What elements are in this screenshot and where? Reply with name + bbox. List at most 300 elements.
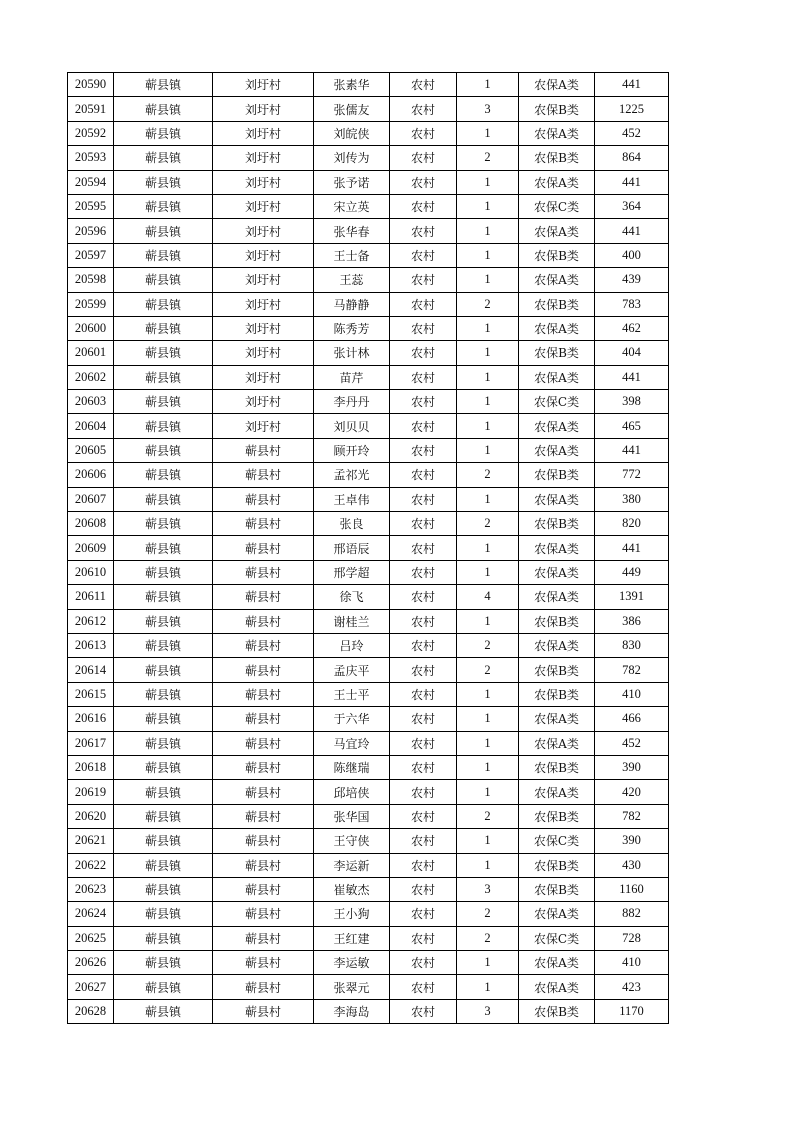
member-count-cell: 1 [457,829,519,853]
household-type-cell: 农村 [390,292,457,316]
household-type-cell: 农村 [390,414,457,438]
town-cell: 蕲县镇 [114,804,213,828]
village-cell: 刘圩村 [213,292,314,316]
person-name-cell: 王红建 [314,926,390,950]
insurance-category-cell: 农保A类 [519,536,595,560]
town-cell: 蕲县镇 [114,121,213,145]
household-type-cell: 农村 [390,926,457,950]
table-row [68,731,669,755]
row-id-cell: 20601 [68,341,114,365]
insurance-category-cell: 农保A类 [519,73,595,97]
table-row [68,146,669,170]
table-row [68,926,669,950]
town-cell: 蕲县镇 [114,560,213,584]
member-count-cell: 1 [457,707,519,731]
household-type-cell: 农村 [390,658,457,682]
member-count-cell: 1 [457,341,519,365]
town-cell: 蕲县镇 [114,609,213,633]
town-cell: 蕲县镇 [114,877,213,901]
table-row [68,341,669,365]
row-id-cell: 20620 [68,804,114,828]
household-type-cell: 农村 [390,365,457,389]
town-cell: 蕲县镇 [114,487,213,511]
household-type-cell: 农村 [390,560,457,584]
person-name-cell: 马静静 [314,292,390,316]
row-id-cell: 20607 [68,487,114,511]
row-id-cell: 20612 [68,609,114,633]
insurance-category-cell: 农保B类 [519,341,595,365]
town-cell: 蕲县镇 [114,731,213,755]
village-cell: 刘圩村 [213,146,314,170]
village-cell: 蕲县村 [213,804,314,828]
household-type-cell: 农村 [390,536,457,560]
member-count-cell: 1 [457,560,519,584]
village-cell: 蕲县村 [213,536,314,560]
table-row [68,682,669,706]
member-count-cell: 2 [457,926,519,950]
village-cell: 蕲县村 [213,780,314,804]
town-cell: 蕲县镇 [114,316,213,340]
row-id-cell: 20603 [68,390,114,414]
town-cell: 蕲县镇 [114,707,213,731]
person-name-cell: 刘贝贝 [314,414,390,438]
amount-cell: 420 [595,780,669,804]
insurance-category-cell: 农保B类 [519,682,595,706]
amount-cell: 728 [595,926,669,950]
town-cell: 蕲县镇 [114,390,213,414]
town-cell: 蕲县镇 [114,829,213,853]
member-count-cell: 3 [457,999,519,1023]
household-type-cell: 农村 [390,975,457,999]
amount-cell: 380 [595,487,669,511]
table-row [68,390,669,414]
household-type-cell: 农村 [390,804,457,828]
row-id-cell: 20608 [68,512,114,536]
town-cell: 蕲县镇 [114,73,213,97]
insurance-category-cell: 农保B类 [519,146,595,170]
household-type-cell: 农村 [390,951,457,975]
village-cell: 刘圩村 [213,194,314,218]
household-type-cell: 农村 [390,73,457,97]
row-id-cell: 20595 [68,194,114,218]
village-cell: 蕲县村 [213,438,314,462]
person-name-cell: 邢学超 [314,560,390,584]
person-name-cell: 崔敏杰 [314,877,390,901]
row-id-cell: 20591 [68,97,114,121]
person-name-cell: 顾开玲 [314,438,390,462]
insurance-category-cell: 农保A类 [519,170,595,194]
table-row [68,999,669,1023]
town-cell: 蕲县镇 [114,219,213,243]
row-id-cell: 20615 [68,682,114,706]
member-count-cell: 1 [457,121,519,145]
member-count-cell: 1 [457,755,519,779]
table-row [68,170,669,194]
amount-cell: 462 [595,316,669,340]
row-id-cell: 20598 [68,268,114,292]
amount-cell: 441 [595,365,669,389]
person-name-cell: 徐飞 [314,585,390,609]
insurance-category-cell: 农保B类 [519,755,595,779]
household-type-cell: 农村 [390,463,457,487]
insurance-category-cell: 农保B类 [519,877,595,901]
member-count-cell: 2 [457,902,519,926]
village-cell: 刘圩村 [213,170,314,194]
insurance-category-cell: 农保B类 [519,804,595,828]
household-type-cell: 农村 [390,609,457,633]
table-row [68,219,669,243]
household-type-cell: 农村 [390,902,457,926]
village-cell: 蕲县村 [213,633,314,657]
insurance-category-cell: 农保A类 [519,438,595,462]
member-count-cell: 1 [457,414,519,438]
person-name-cell: 张翠元 [314,975,390,999]
member-count-cell: 1 [457,219,519,243]
person-name-cell: 张良 [314,512,390,536]
amount-cell: 441 [595,73,669,97]
amount-cell: 386 [595,609,669,633]
amount-cell: 364 [595,194,669,218]
town-cell: 蕲县镇 [114,341,213,365]
village-cell: 刘圩村 [213,341,314,365]
insurance-category-cell: 农保A类 [519,365,595,389]
member-count-cell: 1 [457,268,519,292]
member-count-cell: 2 [457,804,519,828]
amount-cell: 400 [595,243,669,267]
amount-cell: 1225 [595,97,669,121]
village-cell: 蕲县村 [213,609,314,633]
person-name-cell: 邢语辰 [314,536,390,560]
village-cell: 蕲县村 [213,926,314,950]
member-count-cell: 1 [457,682,519,706]
member-count-cell: 1 [457,194,519,218]
town-cell: 蕲县镇 [114,243,213,267]
town-cell: 蕲县镇 [114,414,213,438]
amount-cell: 441 [595,219,669,243]
insurance-category-cell: 农保B类 [519,609,595,633]
household-type-cell: 农村 [390,316,457,340]
insurance-category-cell: 农保A类 [519,487,595,511]
amount-cell: 782 [595,658,669,682]
household-type-cell: 农村 [390,146,457,170]
row-id-cell: 20609 [68,536,114,560]
table-row [68,951,669,975]
household-type-cell: 农村 [390,487,457,511]
amount-cell: 449 [595,560,669,584]
person-name-cell: 李运敏 [314,951,390,975]
town-cell: 蕲县镇 [114,268,213,292]
person-name-cell: 马宜玲 [314,731,390,755]
insurance-category-cell: 农保B类 [519,463,595,487]
household-type-cell: 农村 [390,121,457,145]
person-name-cell: 张素华 [314,73,390,97]
amount-cell: 882 [595,902,669,926]
table-row [68,633,669,657]
table-row [68,438,669,462]
amount-cell: 864 [595,146,669,170]
insurance-category-cell: 农保A类 [519,902,595,926]
village-cell: 蕲县村 [213,755,314,779]
member-count-cell: 1 [457,390,519,414]
amount-cell: 465 [595,414,669,438]
household-type-cell: 农村 [390,731,457,755]
member-count-cell: 1 [457,170,519,194]
insurance-category-cell: 农保C类 [519,390,595,414]
amount-cell: 441 [595,170,669,194]
person-name-cell: 王卓伟 [314,487,390,511]
table-row [68,268,669,292]
town-cell: 蕲县镇 [114,438,213,462]
village-cell: 蕲县村 [213,585,314,609]
amount-cell: 441 [595,536,669,560]
town-cell: 蕲县镇 [114,755,213,779]
member-count-cell: 2 [457,292,519,316]
town-cell: 蕲县镇 [114,999,213,1023]
member-count-cell: 1 [457,731,519,755]
table-row [68,585,669,609]
insurance-category-cell: 农保A类 [519,951,595,975]
table-row [68,243,669,267]
row-id-cell: 20623 [68,877,114,901]
insurance-category-cell: 农保A类 [519,633,595,657]
insurance-category-cell: 农保C类 [519,194,595,218]
town-cell: 蕲县镇 [114,585,213,609]
row-id-cell: 20621 [68,829,114,853]
household-type-cell: 农村 [390,707,457,731]
table-row [68,316,669,340]
person-name-cell: 李丹丹 [314,390,390,414]
person-name-cell: 张华国 [314,804,390,828]
row-id-cell: 20604 [68,414,114,438]
insurance-category-cell: 农保C类 [519,829,595,853]
village-cell: 刘圩村 [213,219,314,243]
person-name-cell: 谢桂兰 [314,609,390,633]
amount-cell: 820 [595,512,669,536]
village-cell: 刘圩村 [213,365,314,389]
records-table [67,72,669,1024]
village-cell: 蕲县村 [213,951,314,975]
amount-cell: 398 [595,390,669,414]
amount-cell: 452 [595,731,669,755]
member-count-cell: 1 [457,536,519,560]
town-cell: 蕲县镇 [114,97,213,121]
village-cell: 蕲县村 [213,463,314,487]
town-cell: 蕲县镇 [114,926,213,950]
village-cell: 蕲县村 [213,999,314,1023]
table-row [68,780,669,804]
town-cell: 蕲县镇 [114,951,213,975]
household-type-cell: 农村 [390,243,457,267]
household-type-cell: 农村 [390,829,457,853]
row-id-cell: 20597 [68,243,114,267]
row-id-cell: 20590 [68,73,114,97]
amount-cell: 1170 [595,999,669,1023]
amount-cell: 783 [595,292,669,316]
member-count-cell: 2 [457,463,519,487]
person-name-cell: 王士备 [314,243,390,267]
table-row [68,73,669,97]
insurance-category-cell: 农保A类 [519,975,595,999]
town-cell: 蕲县镇 [114,658,213,682]
member-count-cell: 1 [457,853,519,877]
village-cell: 蕲县村 [213,731,314,755]
row-id-cell: 20593 [68,146,114,170]
row-id-cell: 20616 [68,707,114,731]
town-cell: 蕲县镇 [114,194,213,218]
table-body [68,73,669,1024]
person-name-cell: 张华春 [314,219,390,243]
member-count-cell: 1 [457,780,519,804]
person-name-cell: 张儒友 [314,97,390,121]
amount-cell: 452 [595,121,669,145]
town-cell: 蕲县镇 [114,780,213,804]
insurance-category-cell: 农保A类 [519,268,595,292]
village-cell: 蕲县村 [213,487,314,511]
person-name-cell: 王小狗 [314,902,390,926]
row-id-cell: 20596 [68,219,114,243]
town-cell: 蕲县镇 [114,682,213,706]
person-name-cell: 张计林 [314,341,390,365]
village-cell: 蕲县村 [213,853,314,877]
row-id-cell: 20602 [68,365,114,389]
insurance-category-cell: 农保B类 [519,853,595,877]
insurance-category-cell: 农保A类 [519,560,595,584]
person-name-cell: 孟庆平 [314,658,390,682]
insurance-category-cell: 农保A类 [519,316,595,340]
person-name-cell: 张予诺 [314,170,390,194]
insurance-category-cell: 农保B类 [519,658,595,682]
village-cell: 刘圩村 [213,121,314,145]
table-row [68,755,669,779]
person-name-cell: 刘传为 [314,146,390,170]
row-id-cell: 20627 [68,975,114,999]
amount-cell: 439 [595,268,669,292]
amount-cell: 390 [595,829,669,853]
household-type-cell: 农村 [390,194,457,218]
member-count-cell: 3 [457,97,519,121]
village-cell: 蕲县村 [213,877,314,901]
amount-cell: 410 [595,951,669,975]
table-row [68,975,669,999]
table-row [68,97,669,121]
person-name-cell: 陈秀芳 [314,316,390,340]
amount-cell: 404 [595,341,669,365]
village-cell: 刘圩村 [213,243,314,267]
amount-cell: 423 [595,975,669,999]
person-name-cell: 邱培侠 [314,780,390,804]
household-type-cell: 农村 [390,390,457,414]
household-type-cell: 农村 [390,512,457,536]
row-id-cell: 20622 [68,853,114,877]
row-id-cell: 20626 [68,951,114,975]
row-id-cell: 20610 [68,560,114,584]
table-row [68,512,669,536]
row-id-cell: 20592 [68,121,114,145]
member-count-cell: 2 [457,146,519,170]
member-count-cell: 3 [457,877,519,901]
household-type-cell: 农村 [390,585,457,609]
person-name-cell: 王士平 [314,682,390,706]
member-count-cell: 1 [457,951,519,975]
town-cell: 蕲县镇 [114,170,213,194]
member-count-cell: 1 [457,316,519,340]
household-type-cell: 农村 [390,341,457,365]
amount-cell: 390 [595,755,669,779]
person-name-cell: 苗芹 [314,365,390,389]
table-row [68,121,669,145]
table-row [68,536,669,560]
member-count-cell: 1 [457,73,519,97]
table-row [68,804,669,828]
town-cell: 蕲县镇 [114,463,213,487]
village-cell: 蕲县村 [213,902,314,926]
town-cell: 蕲县镇 [114,365,213,389]
insurance-category-cell: 农保B类 [519,292,595,316]
town-cell: 蕲县镇 [114,633,213,657]
person-name-cell: 吕玲 [314,633,390,657]
household-type-cell: 农村 [390,853,457,877]
household-type-cell: 农村 [390,633,457,657]
village-cell: 蕲县村 [213,707,314,731]
household-type-cell: 农村 [390,219,457,243]
row-id-cell: 20614 [68,658,114,682]
person-name-cell: 王蕊 [314,268,390,292]
table-row [68,463,669,487]
person-name-cell: 宋立英 [314,194,390,218]
household-type-cell: 农村 [390,268,457,292]
insurance-category-cell: 农保A类 [519,707,595,731]
village-cell: 蕲县村 [213,658,314,682]
row-id-cell: 20625 [68,926,114,950]
row-id-cell: 20606 [68,463,114,487]
table-row [68,560,669,584]
table-row [68,365,669,389]
person-name-cell: 陈继瑞 [314,755,390,779]
household-type-cell: 农村 [390,97,457,121]
member-count-cell: 1 [457,609,519,633]
row-id-cell: 20600 [68,316,114,340]
row-id-cell: 20617 [68,731,114,755]
village-cell: 蕲县村 [213,512,314,536]
insurance-category-cell: 农保A类 [519,219,595,243]
member-count-cell: 1 [457,487,519,511]
village-cell: 蕲县村 [213,975,314,999]
row-id-cell: 20613 [68,633,114,657]
village-cell: 刘圩村 [213,414,314,438]
table-row [68,487,669,511]
member-count-cell: 1 [457,243,519,267]
row-id-cell: 20594 [68,170,114,194]
row-id-cell: 20611 [68,585,114,609]
table-row [68,414,669,438]
table-row [68,609,669,633]
table-row [68,853,669,877]
amount-cell: 441 [595,438,669,462]
village-cell: 蕲县村 [213,682,314,706]
row-id-cell: 20599 [68,292,114,316]
household-type-cell: 农村 [390,682,457,706]
member-count-cell: 1 [457,975,519,999]
row-id-cell: 20628 [68,999,114,1023]
village-cell: 刘圩村 [213,73,314,97]
town-cell: 蕲县镇 [114,536,213,560]
household-type-cell: 农村 [390,438,457,462]
village-cell: 蕲县村 [213,560,314,584]
person-name-cell: 刘皖侠 [314,121,390,145]
insurance-category-cell: 农保A类 [519,731,595,755]
amount-cell: 430 [595,853,669,877]
row-id-cell: 20618 [68,755,114,779]
